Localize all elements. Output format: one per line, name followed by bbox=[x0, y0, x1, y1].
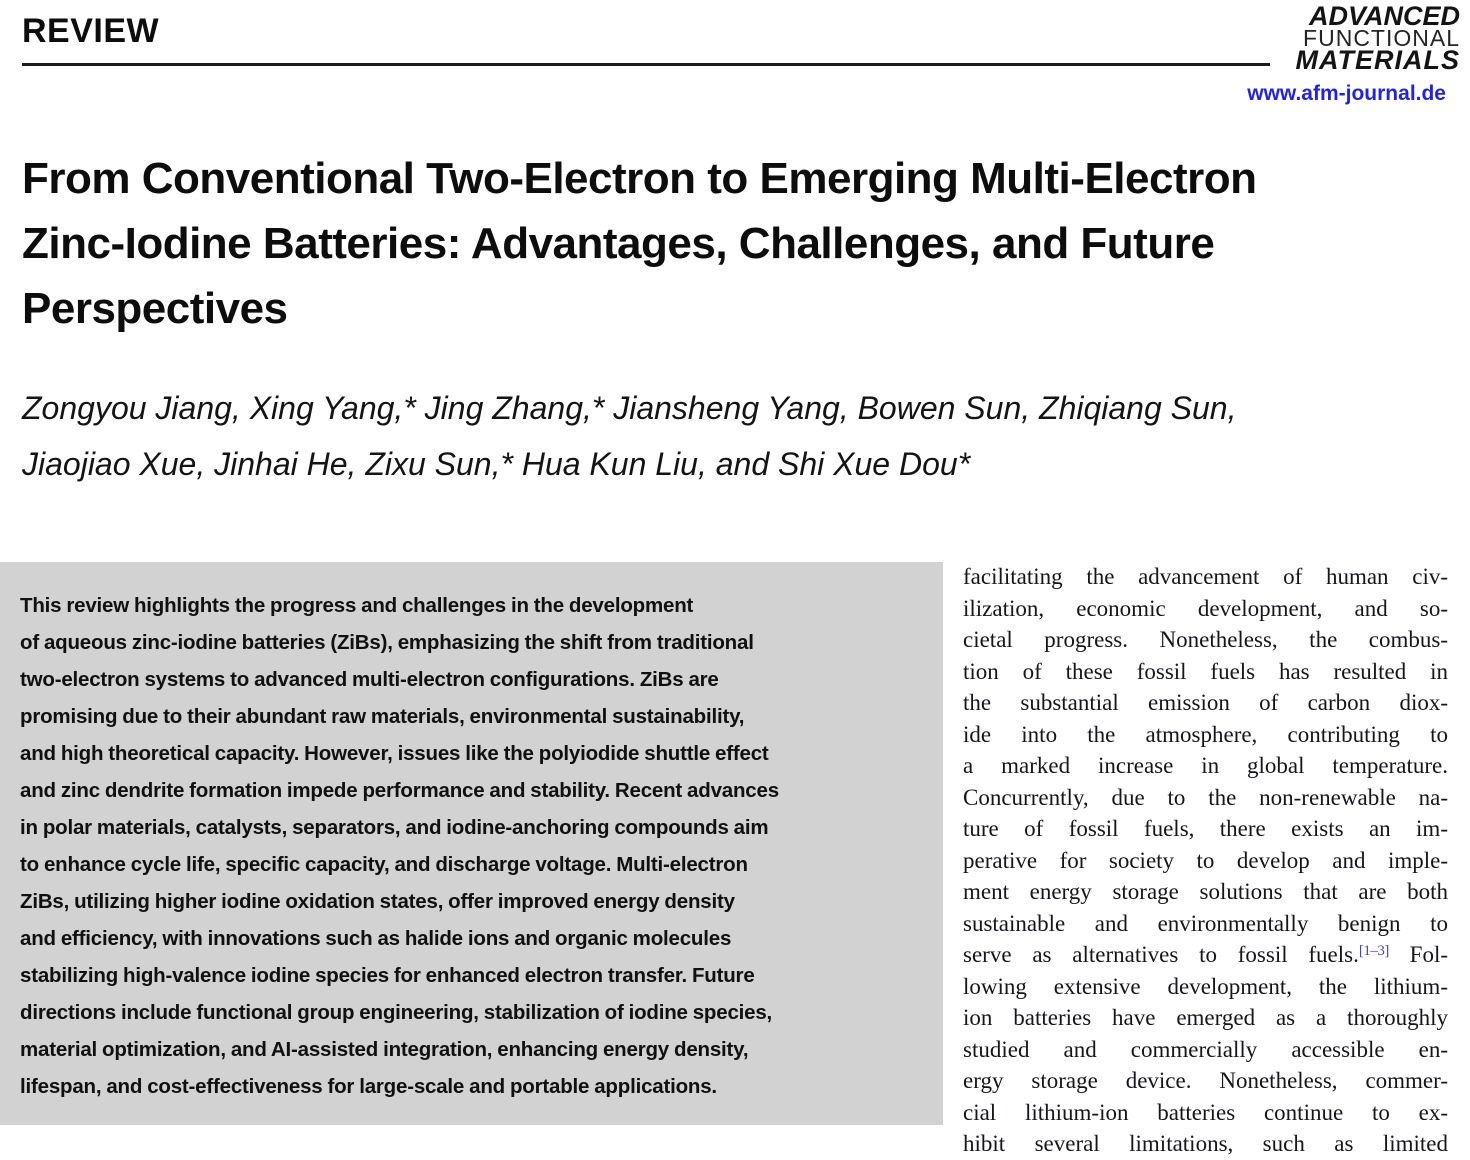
body-line-with-citation bbox=[963, 939, 1448, 971]
body-line: facilitating the advancement of human civ- bbox=[963, 564, 1448, 589]
abstract-line: promising due to their abundant raw materials, environmental sustainability, bbox=[20, 705, 745, 728]
journal-website-link[interactable]: www.afm-journal.de bbox=[1247, 82, 1446, 105]
body-line: Concurrently, due to the non-renewable na- bbox=[963, 784, 1448, 810]
abstract-line: in polar materials, catalysts, separators, and iodine-anchoring compounds aim bbox=[20, 816, 769, 839]
abstract-line: material optimization, and AI-assisted integration, enhancing energy density, bbox=[20, 1038, 749, 1061]
abstract-line: This review highlights the progress and challenges in the development bbox=[20, 594, 694, 617]
body-line: sustainable and environmentally benign to bbox=[963, 910, 1448, 936]
abstract-line: and efficiency, with innovations such as halide ions and organic molecules bbox=[20, 927, 732, 950]
body-line: lowing extensive development, the lithium- bbox=[963, 973, 1448, 999]
citation-line-pre: serve as alternatives to fossil fuels. bbox=[963, 942, 1359, 967]
body-line: ture of fossil fuels, there exists an im- bbox=[963, 816, 1448, 841]
article-authors bbox=[22, 380, 1456, 492]
body-line: perative for society to develop and imple- bbox=[963, 847, 1448, 873]
article-authors-line: Zongyou Jiang, Xing Yang,* Jing Zhang,* Jiansheng Yang, Bowen Sun, Zhiqiang Sun, bbox=[22, 390, 1237, 426]
section-label: REVIEW bbox=[22, 12, 160, 50]
abstract-line: lifespan, and cost-effectiveness for large-scale and portable applications. bbox=[20, 1075, 717, 1098]
citation-line-post: Fol- bbox=[1388, 942, 1448, 967]
body-line: cietal progress. Nonetheless, the combus- bbox=[963, 627, 1448, 652]
abstract-line: two-electron systems to advanced multi-electron configurations. ZiBs are bbox=[20, 668, 719, 691]
article-title bbox=[22, 146, 1456, 341]
body-line: ergy storage device. Nonetheless, commer- bbox=[963, 1068, 1448, 1093]
body-line: ide into the atmosphere, contributing to bbox=[963, 721, 1448, 747]
abstract-line: ZiBs, utilizing higher iodine oxidation states, offer improved energy density bbox=[20, 890, 735, 913]
journal-logo-line-materials: MATERIALS bbox=[1295, 45, 1460, 75]
abstract-line: stabilizing high-valence iodine species for enhanced electron transfer. Future bbox=[20, 964, 755, 987]
abstract-line: to enhance cycle life, specific capacity, and discharge voltage. Multi-electron bbox=[20, 853, 748, 876]
abstract-line: and zinc dendrite formation impede performance and stability. Recent advances bbox=[20, 779, 779, 802]
article-title-line: Zinc-Iodine Batteries: Advantages, Challenges, and Future bbox=[22, 219, 1215, 268]
body-line: ion batteries have emerged as a thoroughly bbox=[963, 1005, 1448, 1030]
body-line: tion of these fossil fuels has resulted in bbox=[963, 658, 1448, 684]
abstract-line: and high theoretical capacity. However, issues like the polyiodide shuttle effect bbox=[20, 742, 769, 765]
body-line: ilization, economic development, and so- bbox=[963, 595, 1448, 621]
article-title-line: From Conventional Two-Electron to Emerging Multi-Electron bbox=[22, 154, 1257, 203]
abstract-line: directions include functional group engineering, stabilization of iodine species, bbox=[20, 1001, 773, 1024]
body-column bbox=[963, 561, 1448, 1156]
body-line: a marked increase in global temperature. bbox=[963, 753, 1448, 778]
body-line: ment energy storage solutions that are both bbox=[963, 879, 1448, 904]
abstract-line: of aqueous zinc-iodine batteries (ZiBs), emphasizing the shift from traditional bbox=[20, 631, 754, 654]
body-line: hibit several limitations, such as limited bbox=[963, 1131, 1448, 1156]
body-line: the substantial emission of carbon diox- bbox=[963, 690, 1448, 715]
journal-logo-line-advanced: ADVANCED bbox=[1308, 1, 1460, 31]
body-lines-top bbox=[963, 561, 1448, 939]
article-title-line: Perspectives bbox=[22, 284, 288, 333]
header-divider bbox=[22, 63, 1270, 66]
body-line: cial lithium-ion batteries continue to ex- bbox=[963, 1099, 1448, 1125]
journal-logo bbox=[1295, 1, 1461, 75]
body-lines-bottom bbox=[963, 971, 1448, 1160]
reference-citation-link[interactable]: [1–3] bbox=[1358, 943, 1389, 959]
abstract-box bbox=[0, 562, 943, 1125]
journal-logo-line-functional: FUNCTIONAL bbox=[1303, 25, 1460, 51]
article-authors-line: Jiaojiao Xue, Jinhai He, Zixu Sun,* Hua Kun Liu, and Shi Xue Dou* bbox=[22, 446, 971, 482]
body-line: studied and commercially accessible en- bbox=[963, 1036, 1448, 1062]
